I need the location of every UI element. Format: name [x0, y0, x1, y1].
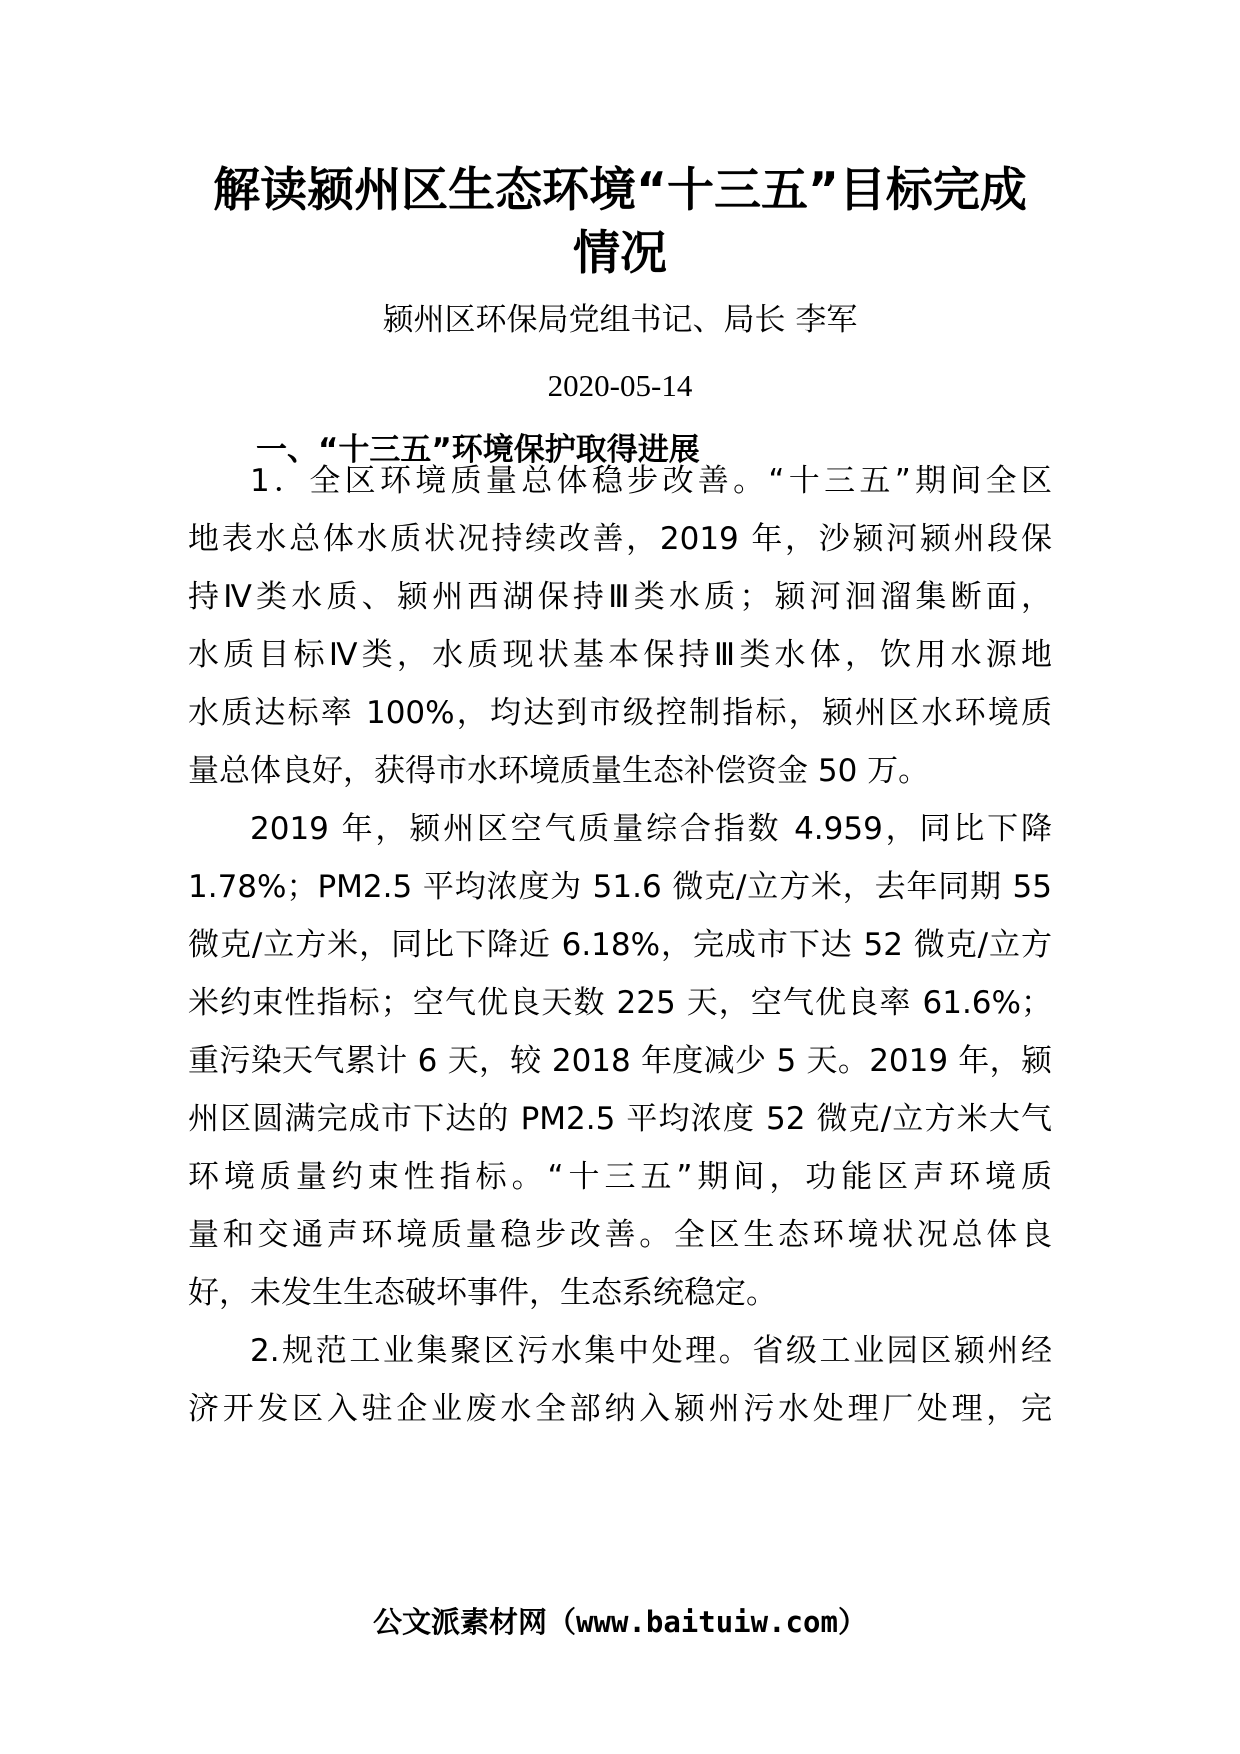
document-title-line-2: 情况: [573, 226, 667, 281]
author-byline: 颍州区环保局党组书记、局长 李军: [382, 302, 858, 338]
paragraph-2-line: 重污染天气累计 6 天，较 2018 年度减少 5 天。2019 年，颍: [188, 1043, 1052, 1079]
document-title-line-1: 解读颍州区生态环境“十三五”目标完成: [213, 163, 1027, 218]
paragraph-2-line: 好，未发生生态破坏事件，生态系统稳定。: [188, 1275, 777, 1311]
paragraph-1-line: 量总体良好，获得市水环境质量生态补偿资金 50 万。: [188, 753, 930, 789]
paragraph-3-line: 济开发区入驻企业废水全部纳入颍州污水处理厂处理，完: [188, 1391, 1052, 1427]
paragraph-1-line: 水质目标Ⅳ类，水质现状基本保持Ⅲ类水体，饮用水源地: [188, 637, 1052, 673]
paragraph-2-line: 州区圆满完成市下达的 PM2.5 平均浓度 52 微克/立方米大气: [188, 1101, 1052, 1137]
paragraph-2-line: 量和交通声环境质量稳步改善。全区生态环境状况总体良: [188, 1217, 1052, 1253]
paragraph-2-line: 环境质量约束性指标。“十三五”期间，功能区声环境质: [188, 1159, 1052, 1195]
publish-date: 2020-05-14: [547, 368, 693, 403]
paragraph-2-line: 微克/立方米，同比下降近 6.18%，完成市下达 52 微克/立方: [188, 927, 1052, 963]
paragraph-2-line: 米约束性指标；空气优良天数 225 天，空气优良率 61.6%；: [188, 985, 1052, 1021]
paragraph-2-line: 1.78%；PM2.5 平均浓度为 51.6 微克/立方米，去年同期 55: [188, 869, 1052, 905]
section-heading: 一、“十三五”环境保护取得进展: [256, 432, 700, 468]
paragraph-1-line: 1．全区环境质量总体稳步改善。“十三五”期间全区: [250, 463, 1052, 499]
paragraph-3-line: 2.规范工业集聚区污水集中处理。省级工业园区颍州经: [250, 1333, 1052, 1369]
paragraph-2-line: 2019 年，颍州区空气质量综合指数 4.959，同比下降: [250, 811, 1052, 847]
paragraph-1-line: 水质达标率 100%，均达到市级控制指标，颍州区水环境质: [188, 695, 1052, 731]
paragraph-1-line: 地表水总体水质状况持续改善，2019 年，沙颍河颍州段保: [188, 521, 1052, 557]
paragraph-1-line: 持Ⅳ类水质、颍州西湖保持Ⅲ类水质；颍河洄溜集断面，: [188, 579, 1052, 615]
footer-source-watermark: 公文派素材网（www.baituiw.com）: [373, 1605, 867, 1639]
